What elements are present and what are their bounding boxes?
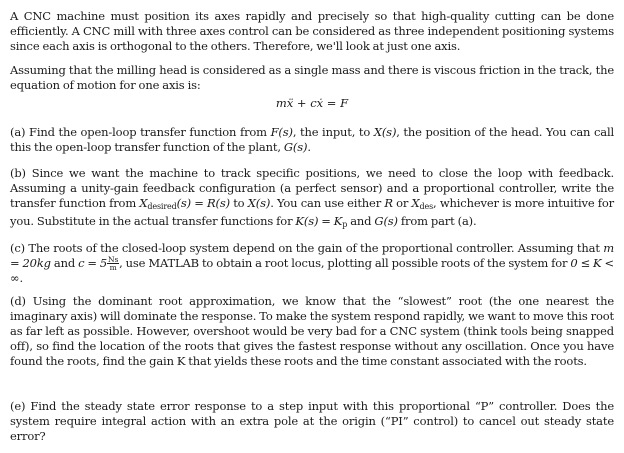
intro-paragraph: A CNC machine must position its axes rapidly and precisely so that high-quality cutting can be done efficiently. A CNC mill with three axes control can be considered as three independent positioning systems since each axis is orthogonal to the others. Therefore, we'll look at just one axis.: [10, 9, 614, 53]
part-d-paragraph: (d) Using the dominant root approximation, we know that the “slowest” root (the one nearest the imaginary axis) will dominate the response. To make the system respond rapidly, we want to move this root as far left as possible. However, overshoot would be very bad for a CNC system (think tools being snapped off), so find the location of the roots that gives the fastest response without any oscillation. Once you have found the roots, find the gain K that yields these roots and the time constant associated with the roots.: [10, 294, 614, 368]
problem-document: [10, 9, 614, 444]
part-c-paragraph: (c) The roots of the closed-loop system depend on the gain of the proportional controller. Assuming that m = 20kg and c = 5 $\frac{Ns}{m}$ , use MATLAB to obtain a root locus, plotting all possible roots of the system for 0 ≤ K < ∞.: [10, 241, 614, 285]
part-a-paragraph: (a) Find the open-loop transfer function from F(s), the input, to X(s), the position of the head. You can call this the open-loop transfer function of the plant, G(s).: [10, 125, 614, 154]
assumption-paragraph: Assuming that the milling head is considered as a single mass and there is viscous friction in the track, the equation of motion for one axis is:: [10, 63, 614, 92]
equation-of-motion: mẍ + cẋ = F: [275, 96, 349, 110]
part-b-paragraph: (b) Since we want the machine to track specific positions, we need to close the loop with feedback. Assuming a unity-gain feedback configuration (a perfect sensor) and a proportional controller, write the transfer function from $X_{desired}(s) = R(s)$ to X(s). You can use either R or $X_{des}$, whichever is more intuitive for you. Substitute in the actual transfer functions for $K(s) = K_p$ and G(s) from part (a).: [10, 166, 614, 229]
units-fraction: $\frac{Ns}{m}$: [108, 255, 119, 272]
part-e-paragraph: (e) Find the steady state error response to a step input with this proportional “P” controller. Does the system require integral action with an extra pole at the origin (“PI” control) to cancel out steady state error?: [10, 399, 614, 443]
